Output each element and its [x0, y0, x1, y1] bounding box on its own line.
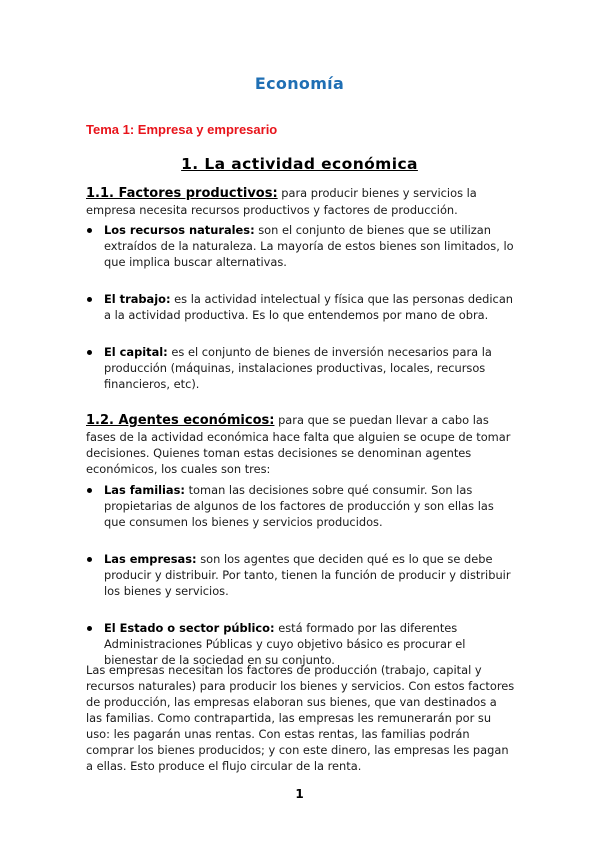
list-item	[86, 222, 516, 270]
list-item-term: Las familias:	[104, 483, 185, 497]
bullet-icon	[87, 297, 92, 302]
list-item-text: es la actividad intelectual y física que las personas dedican a la actividad productiva. Es lo que entendemos por mano de obra.	[104, 292, 514, 322]
list-item	[86, 551, 516, 599]
agentes-list	[86, 482, 516, 668]
list-item-text: toman las decisiones sobre qué consumir. Son las propietarias de algunos de los factores de producción y son ellas las que consumen los bienes y servicios producidos.	[104, 483, 494, 529]
bullet-icon	[87, 228, 92, 233]
closing-paragraph: Las empresas necesitan los factores de producción (trabajo, capital y recursos naturales) para producir los bienes y servicios. Con estos factores de producción, las empresas elaboran sus bienes, que van destinados a las familias. Como contrapartida, las empresas les remunerarán por su uso: les pagarán unas rentas. Con estas rentas, las familias podrán comprar los bienes producidos; y con este dinero, las empresas les pagan a ellas. Esto produce el flujo circular de la renta.	[86, 663, 515, 773]
document-title: Economía	[254, 74, 345, 93]
list-item-text: son los agentes que deciden qué es lo que se debe producir y distribuir. Por tanto, tienen la función de producir y distribuir los bienes y servicios.	[104, 552, 511, 598]
factores-intro-text: para producir bienes y servicios la empresa necesita recursos productivos y factores de producción.	[86, 186, 477, 217]
agentes-heading: 1.2. Agentes económicos:	[86, 413, 275, 428]
list-item-term: El Estado o sector público:	[104, 621, 275, 635]
factores-list	[86, 222, 516, 392]
list-item-term: El trabajo:	[104, 292, 171, 306]
list-item-term: Los recursos naturales:	[104, 223, 255, 237]
topic-heading: Tema 1: Empresa y empresario	[86, 122, 278, 137]
list-item-text: es el conjunto de bienes de inversión necesarios para la producción (máquinas, instalaciones productivas, locales, recursos financieros, etc).	[104, 345, 492, 391]
list-item	[86, 291, 516, 323]
list-item	[86, 482, 516, 530]
list-item-text: son el conjunto de bienes que se utilizan extraídos de la naturaleza. La mayoría de estos bienes son limitados, lo que implica buscar alternativas.	[104, 223, 514, 269]
agentes-intro-paragraph	[86, 412, 516, 477]
agentes-intro-text: para que se puedan llevar a cabo las fases de la actividad económica hace falta que alguien se ocupe de tomar decisiones. Quienes toman estas decisiones se denominan agentes económicos, los cuales son tres:	[86, 413, 511, 476]
list-item	[86, 344, 516, 392]
list-item-term: Las empresas:	[104, 552, 197, 566]
bullet-icon	[87, 557, 92, 562]
list-item-term: El capital:	[104, 345, 168, 359]
factores-intro-paragraph	[86, 185, 516, 218]
section-title: 1. La actividad económica	[181, 155, 418, 173]
list-item-text: está formado por las diferentes Administraciones Públicas y cuyo objetivo básico es procurar el bienestar de la sociedad en su conjunto.	[104, 621, 466, 667]
bullet-icon	[87, 626, 92, 631]
page-number: 1	[295, 787, 304, 801]
list-item	[86, 620, 516, 668]
bullet-icon	[87, 350, 92, 355]
factores-heading: 1.1. Factores productivos:	[86, 186, 278, 201]
bullet-icon	[87, 488, 92, 493]
